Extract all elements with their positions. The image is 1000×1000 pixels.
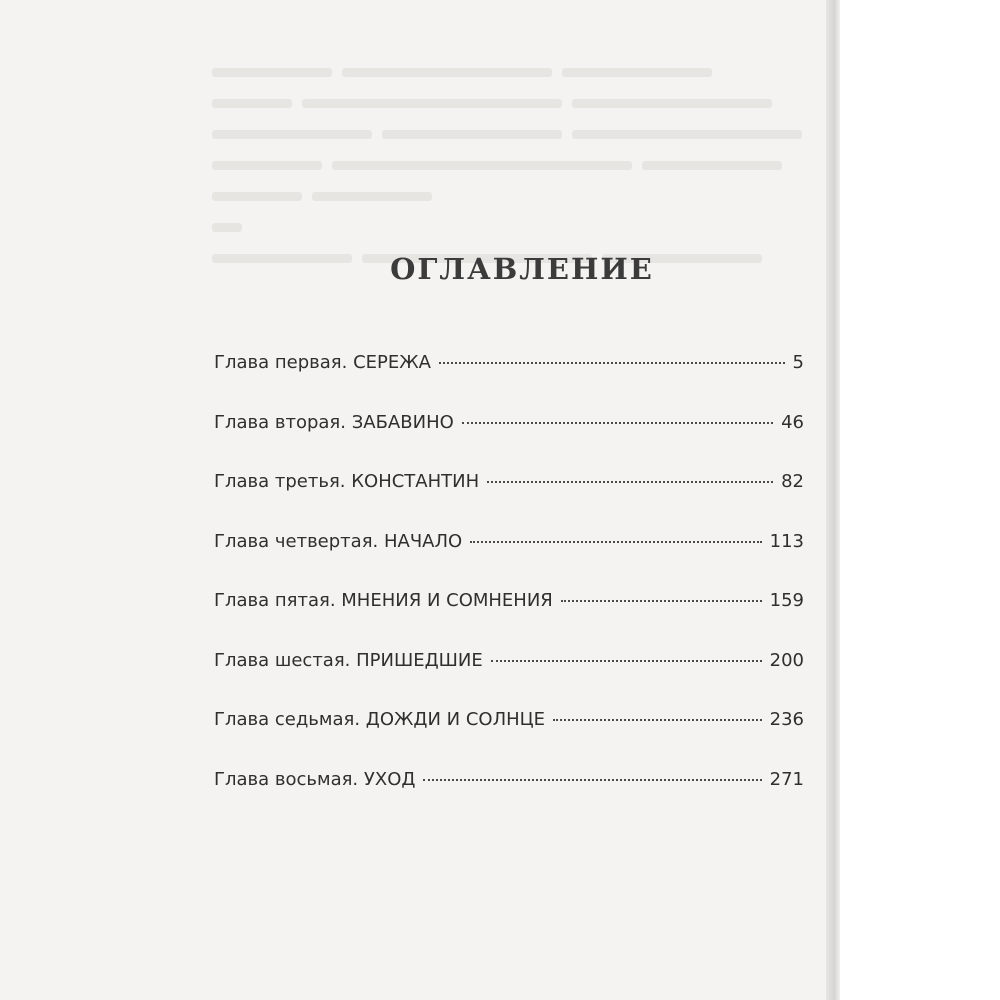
chapter-number: Глава восьмая. <box>214 768 359 790</box>
page-title: ОГЛАВЛЕНИЕ <box>390 252 654 286</box>
dot-leader <box>561 600 762 602</box>
page-number: 5 <box>792 352 804 373</box>
chapter-number: Глава седьмая. <box>214 709 361 730</box>
chapter-number: Глава четвертая. <box>214 530 379 552</box>
chapter-number: Глава третья. <box>214 471 346 492</box>
dot-leader <box>470 541 761 543</box>
chapter-number: Глава первая. <box>214 352 348 373</box>
dot-leader <box>553 719 762 721</box>
chapter-number: Глава вторая. <box>214 411 346 433</box>
toc-entry-2 <box>214 412 804 472</box>
table-of-contents <box>214 352 804 828</box>
chapter-title: МНЕНИЯ И СОМНЕНИЯ <box>341 590 553 611</box>
page-number: 113 <box>769 530 804 552</box>
page-number: 200 <box>769 649 804 671</box>
scan-background <box>840 0 1000 1000</box>
page-number: 271 <box>769 768 804 790</box>
toc-entry-4 <box>214 531 804 591</box>
page-number: 46 <box>781 411 804 433</box>
chapter-number: Глава пятая. <box>214 590 336 611</box>
chapter-title: ПРИШЕДШИЕ <box>356 649 483 671</box>
chapter-title: НАЧАЛО <box>383 530 463 552</box>
chapter-title: КОНСТАНТИН <box>351 471 480 492</box>
dot-leader <box>423 779 761 781</box>
toc-entry-3 <box>214 471 804 531</box>
toc-entry-8 <box>214 769 804 829</box>
dot-leader <box>439 362 785 364</box>
dot-leader <box>491 660 762 662</box>
chapter-title: УХОД <box>363 768 416 790</box>
page-number: 82 <box>781 471 804 492</box>
page-number: 159 <box>769 590 804 611</box>
toc-entry-7 <box>214 709 804 769</box>
show-through-text <box>212 56 838 273</box>
dot-leader <box>462 422 773 424</box>
page-number: 236 <box>769 709 804 730</box>
chapter-title: ЗАБАВИНО <box>351 411 454 433</box>
toc-entry-5 <box>214 590 804 650</box>
toc-entry-1 <box>214 352 804 412</box>
chapter-title: СЕРЕЖА <box>353 352 431 373</box>
page-edge-shadow <box>826 0 840 1000</box>
chapter-title: ДОЖДИ И СОЛНЦЕ <box>365 709 546 730</box>
dot-leader <box>487 481 773 483</box>
chapter-number: Глава шестая. <box>214 649 351 671</box>
toc-entry-6 <box>214 650 804 710</box>
